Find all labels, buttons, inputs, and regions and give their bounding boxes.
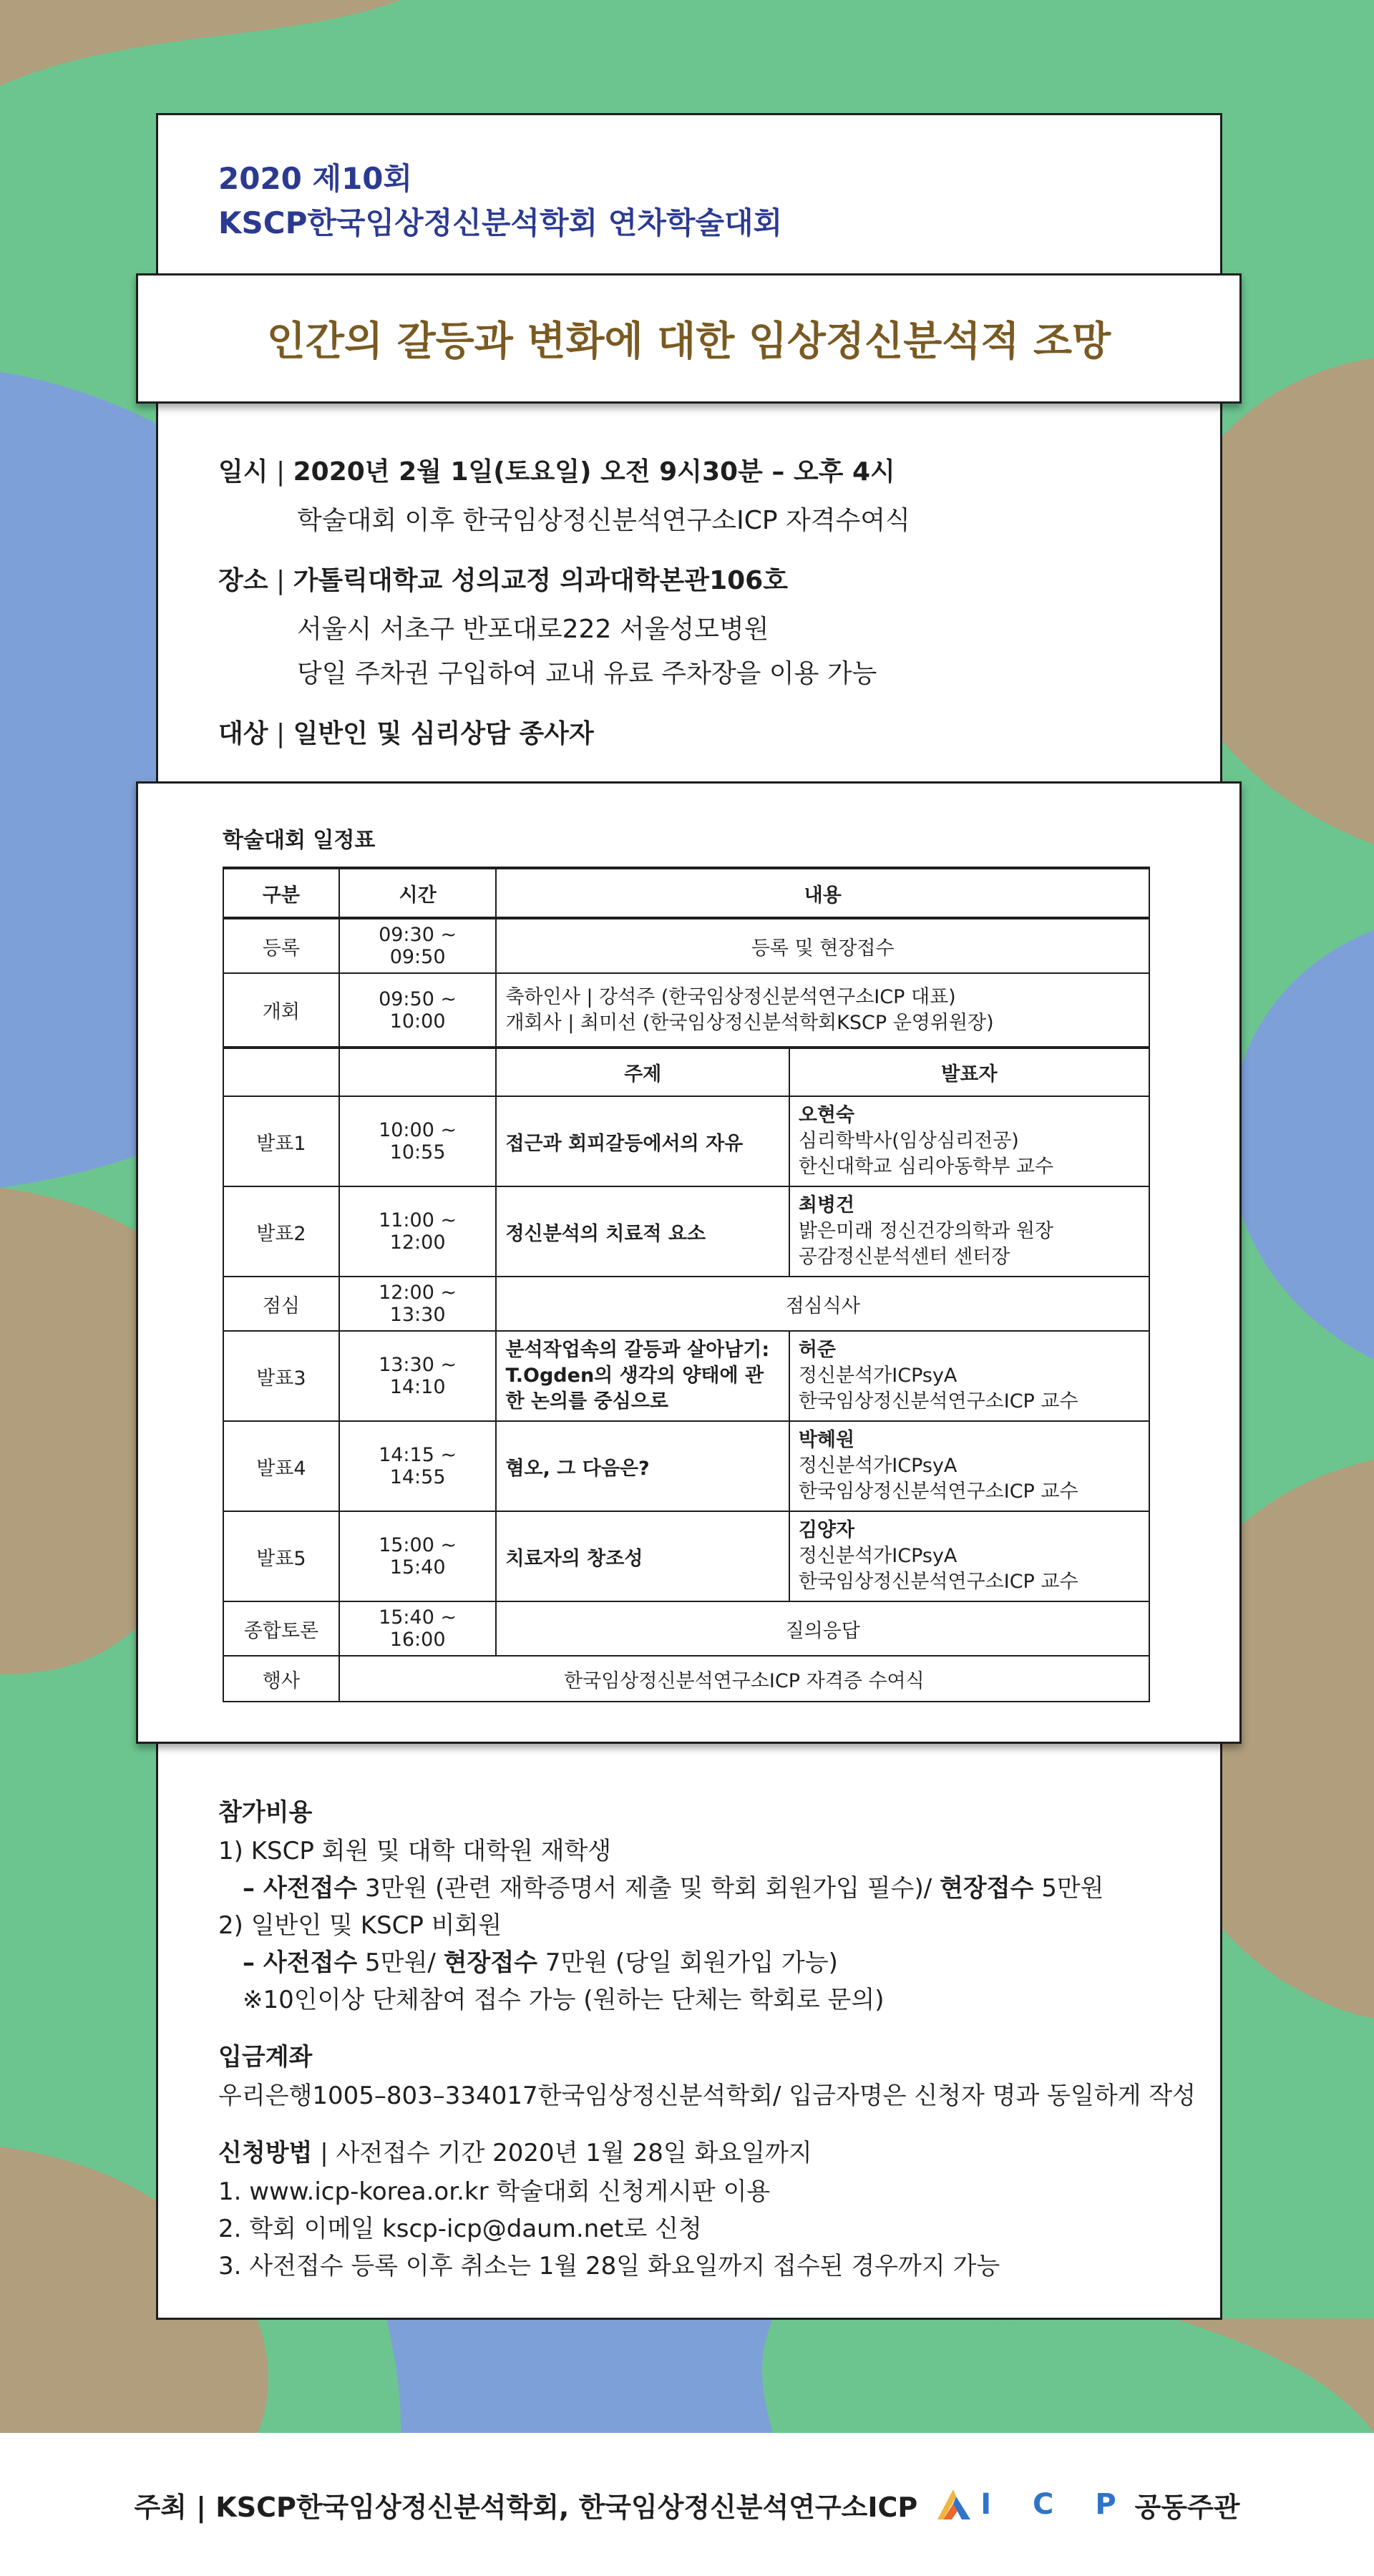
group-note: ※10인이상 단체참여 접수 가능 (원하는 단체는 학회로 문의) (243, 1986, 885, 2014)
presenter-role: 심리학박사(임상심리전공) (798, 1130, 1019, 1152)
date-label: 일시 (218, 457, 268, 487)
row-category: 발표3 (223, 1331, 339, 1421)
presenter-role: 밝은미래 정신건강의학과 원장 (798, 1220, 1054, 1242)
row-content: 점심식사 (496, 1277, 1149, 1331)
fee-group2-detail (243, 1943, 838, 1978)
row-presenter (789, 1511, 1149, 1601)
onsite-value: 5만원 (1033, 1874, 1104, 1903)
account-title: 입금계좌 (218, 2043, 313, 2072)
place-parking: 당일 주차권 구입하여 교내 유료 주차장을 이용 가능 (297, 659, 877, 688)
prereg-value: 5만원/ (357, 1948, 444, 1977)
separator: | (276, 566, 293, 595)
row-presenter (789, 1331, 1149, 1421)
row-category: 발표1 (223, 1096, 339, 1186)
onsite-label: 현장접수 (443, 1948, 538, 1977)
place-row (218, 560, 788, 597)
apply-step-2: 2. 학회 이메일 kscp-icp@daum.net로 신청 (218, 2215, 702, 2243)
separator: | (196, 2491, 216, 2523)
opening-address: 개회사 | 최미선 (한국임상정신분석학회KSCP 운영위원장) (505, 1011, 994, 1034)
prereg-label: 사전접수 (263, 1874, 358, 1903)
host-label: 주최 (134, 2491, 187, 2523)
row-presenter (789, 1186, 1149, 1277)
fee-group2: 2) 일반인 및 KSCP 비회원 (218, 1911, 502, 1940)
presenter-affiliation: 공감정신분석센터 센터장 (798, 1246, 1010, 1268)
row-time: 12:00 ~ 13:30 (339, 1277, 497, 1331)
date-row (218, 452, 895, 488)
presenter-affiliation: 한국임상정신분석연구소ICP 교수 (798, 1571, 1078, 1593)
presenter-role: 정신분석가ICPsyA (798, 1365, 958, 1387)
fee-group1: 1) KSCP 회원 및 대학 대학원 재학생 (218, 1837, 612, 1865)
opening-greeting: 축하인사 | 강석주 (한국임상정신분석연구소ICP 대표) (505, 985, 956, 1008)
theme-title: 인간의 갈등과 변화에 대한 임상정신분석적 조망 (266, 318, 1111, 365)
separator: | (276, 457, 293, 487)
row-topic: 분석작업속의 갈등과 살아남기: T.Ogden의 생각의 양태에 관한 논의를 중심으로 (496, 1331, 789, 1421)
separator: | (320, 2139, 336, 2167)
presenter-name: 오현숙 (798, 1104, 855, 1126)
row-category: 종합토론 (223, 1601, 339, 1656)
schedule-card (136, 781, 1242, 1744)
separator: | (276, 719, 293, 748)
date-value: 2020년 2월 1일(토요일) 오전 9시30분 – 오후 4시 (293, 457, 895, 487)
row-time: 13:30 ~ 14:10 (339, 1331, 497, 1421)
row-content: 질의응답 (496, 1601, 1149, 1656)
row-time: 11:00 ~ 12:00 (339, 1186, 497, 1277)
prereg-label: 사전접수 (263, 1948, 358, 1977)
onsite-value: 7만원 (당일 회원가입 가능) (537, 1948, 838, 1977)
dash: – (243, 1874, 263, 1903)
row-presenter (789, 1096, 1149, 1186)
presenter-affiliation: 한국임상정신분석연구소ICP 교수 (798, 1480, 1078, 1503)
row-presenter (789, 1421, 1149, 1511)
host-line (135, 2485, 918, 2524)
header-presenter: 발표자 (789, 1048, 1149, 1096)
row-topic: 혐오, 그 다음은? (496, 1421, 789, 1511)
presenter-role: 정신분석가ICPsyA (798, 1455, 958, 1477)
presenter-name: 김양자 (798, 1519, 855, 1541)
target-label: 대상 (218, 719, 268, 748)
row-topic: 정신분석의 치료적 요소 (496, 1186, 789, 1277)
apply-period: 사전접수 기간 2020년 1월 28일 화요일까지 (336, 2139, 812, 2167)
empty-cell (339, 1048, 497, 1096)
table-row (223, 1421, 1149, 1511)
cohost-label: 공동주관 (1134, 2491, 1240, 2523)
place-label: 장소 (218, 566, 268, 595)
apply-step-3: 3. 사전접수 등록 이후 취소는 1월 28일 화요일까지 접수된 경우까지 가능 (218, 2252, 1000, 2280)
table-header-row (223, 868, 1149, 918)
table-row (223, 1186, 1149, 1277)
place-address: 서울시 서초구 반포대로222 서울성모병원 (297, 615, 769, 644)
table-row (223, 973, 1149, 1048)
row-category: 등록 (223, 918, 339, 973)
table-row (223, 1277, 1149, 1331)
table-row (223, 1331, 1149, 1421)
conference-name: KSCP한국임상정신분석학회 연차학술대회 (218, 205, 783, 240)
header-content: 내용 (496, 868, 1149, 918)
footer (0, 2433, 1374, 2576)
row-time: 14:15 ~ 14:55 (339, 1421, 497, 1511)
header-topic: 주제 (496, 1048, 789, 1096)
table-row (223, 1511, 1149, 1601)
table-row (223, 1096, 1149, 1186)
presenter-affiliation: 한국임상정신분석연구소ICP 교수 (798, 1390, 1078, 1413)
row-category: 발표2 (223, 1186, 339, 1277)
row-time: 15:00 ~ 15:40 (339, 1511, 497, 1601)
icp-logo-icon (935, 2487, 973, 2522)
year-edition: 2020 제10회 (218, 161, 413, 196)
fee-card (156, 1740, 1222, 2320)
row-topic: 접근과 회피갈등에서의 자유 (496, 1096, 789, 1186)
schedule-table (223, 867, 1150, 1702)
table-row (223, 1601, 1149, 1656)
empty-cell (223, 1048, 339, 1096)
dash: – (243, 1948, 263, 1977)
apply-step-1: 1. www.icp-korea.or.kr 학술대회 신청게시판 이용 (218, 2177, 771, 2206)
prereg-value: 3만원 (관련 재학증명서 제출 및 학회 회원가입 필수)/ (357, 1874, 940, 1903)
header-card (156, 113, 1222, 786)
table-row (223, 918, 1149, 973)
host-value: KSCP한국임상정신분석학회, 한국임상정신분석연구소ICP (215, 2491, 918, 2523)
icp-logo (935, 2485, 1239, 2524)
target-value: 일반인 및 심리상담 종사자 (293, 719, 594, 748)
fee-title: 참가비용 (218, 1798, 313, 1827)
row-category: 발표4 (223, 1421, 339, 1511)
presenter-name: 허준 (798, 1339, 837, 1361)
row-content: 한국임상정신분석연구소ICP 자격증 수여식 (339, 1656, 1149, 1702)
row-category: 행사 (223, 1656, 339, 1702)
presenter-affiliation: 한신대학교 심리아동학부 교수 (798, 1156, 1054, 1178)
theme-banner (136, 273, 1242, 404)
row-category: 점심 (223, 1277, 339, 1331)
header-category: 구분 (223, 868, 339, 918)
row-content: 등록 및 현장접수 (496, 918, 1149, 973)
subheader-row (223, 1048, 1149, 1096)
apply-title: 신청방법 (218, 2139, 313, 2167)
row-category: 개회 (223, 973, 339, 1048)
place-value: 가톨릭대학교 성의교정 의과대학본관106호 (293, 566, 788, 595)
onsite-label: 현장접수 (940, 1874, 1034, 1903)
apply-row (218, 2133, 812, 2168)
fee-group1-detail (243, 1868, 1104, 1903)
row-time: 09:50 ~ 10:00 (339, 973, 497, 1048)
schedule-title: 학술대회 일정표 (223, 828, 376, 853)
row-topic: 치료자의 창조성 (496, 1511, 789, 1601)
row-time: 15:40 ~ 16:00 (339, 1601, 497, 1656)
table-row (223, 1656, 1149, 1702)
presenter-role: 정신분석가ICPsyA (798, 1545, 958, 1567)
row-content (496, 973, 1149, 1048)
date-note: 학술대회 이후 한국임상정신분석연구소ICP 자격수여식 (297, 506, 910, 535)
presenter-name: 최병건 (798, 1194, 855, 1216)
row-time: 10:00 ~ 10:55 (339, 1096, 497, 1186)
row-category: 발표5 (223, 1511, 339, 1601)
account-value: 우리은행1005–803–334017한국임상정신분석학회/ 입금자명은 신청자 명과 동일하게 작성 (218, 2082, 1197, 2110)
header-time: 시간 (339, 868, 497, 918)
presenter-name: 박혜원 (798, 1429, 855, 1451)
icp-logo-letters: I C P (980, 2488, 1132, 2521)
row-time: 09:30 ~ 09:50 (339, 918, 497, 973)
target-row (218, 713, 594, 750)
